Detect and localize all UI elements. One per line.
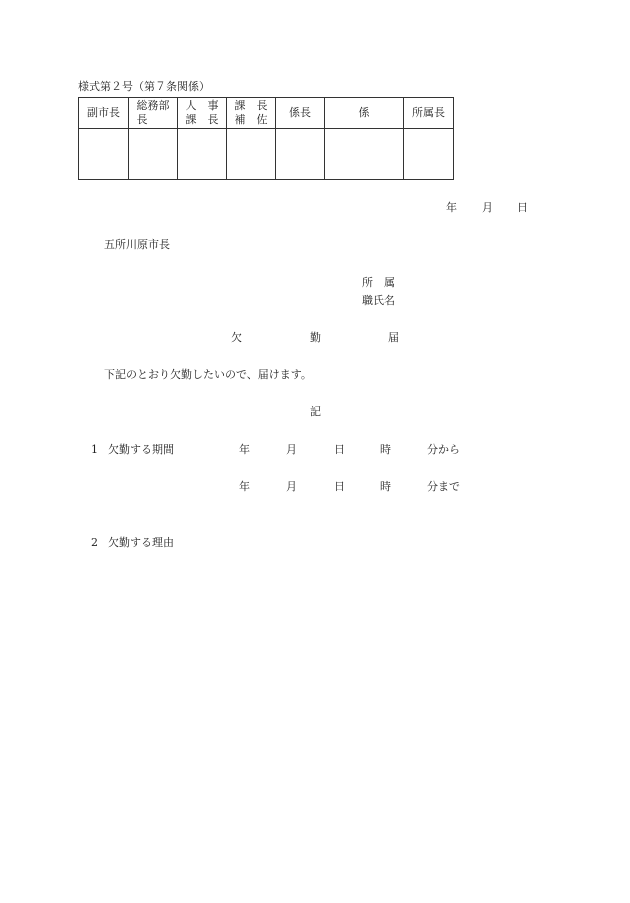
header-staff: 係 [325,98,404,129]
from-minute-suffix: 分から [427,443,460,456]
header-vice-mayor: 副市長 [79,98,129,129]
from-day: 日 [334,443,345,456]
period-label: 欠勤する期間 [108,443,174,456]
to-hour: 時 [380,480,391,493]
stamp-cell[interactable] [227,129,276,180]
from-year: 年 [239,443,250,456]
date-day: 日 [517,201,528,214]
header-personnel-chief: 人 事 課 長 [178,98,227,129]
from-month: 月 [286,443,297,456]
header-assistant-chief: 課 長 補 佐 [227,98,276,129]
approval-stamp-row [79,129,454,180]
header-department-head: 所属長 [404,98,454,129]
addressee: 五所川原市長 [104,238,170,251]
to-month: 月 [286,480,297,493]
reason-number: 2 [91,536,98,549]
ki-mark: 記 [310,405,321,418]
title-char: 勤 [310,331,321,344]
stamp-cell[interactable] [178,129,227,180]
header-section-head: 係長 [276,98,325,129]
form-label: 様式第２号（第７条関係） [78,80,210,93]
title-char: 届 [388,331,399,344]
intro-text: 下記のとおり欠勤したいので、届けます。 [104,368,312,381]
stamp-cell[interactable] [404,129,454,180]
period-number: 1 [91,443,98,456]
approval-header-row [79,98,454,129]
date-year: 年 [446,201,457,214]
approval-stamp-table [78,97,454,180]
to-minute-suffix: 分まで [427,480,460,493]
header-general-affairs-director: 総務部 長 [129,98,178,129]
stamp-cell[interactable] [79,129,129,180]
reason-label: 欠勤する理由 [108,536,174,549]
affiliation-label: 所 属 [362,276,395,289]
title-char: 欠 [231,331,242,344]
date-month: 月 [482,201,493,214]
to-day: 日 [334,480,345,493]
from-hour: 時 [380,443,391,456]
stamp-cell[interactable] [276,129,325,180]
to-year: 年 [239,480,250,493]
stamp-cell[interactable] [129,129,178,180]
name-label: 職氏名 [362,294,395,307]
stamp-cell[interactable] [325,129,404,180]
